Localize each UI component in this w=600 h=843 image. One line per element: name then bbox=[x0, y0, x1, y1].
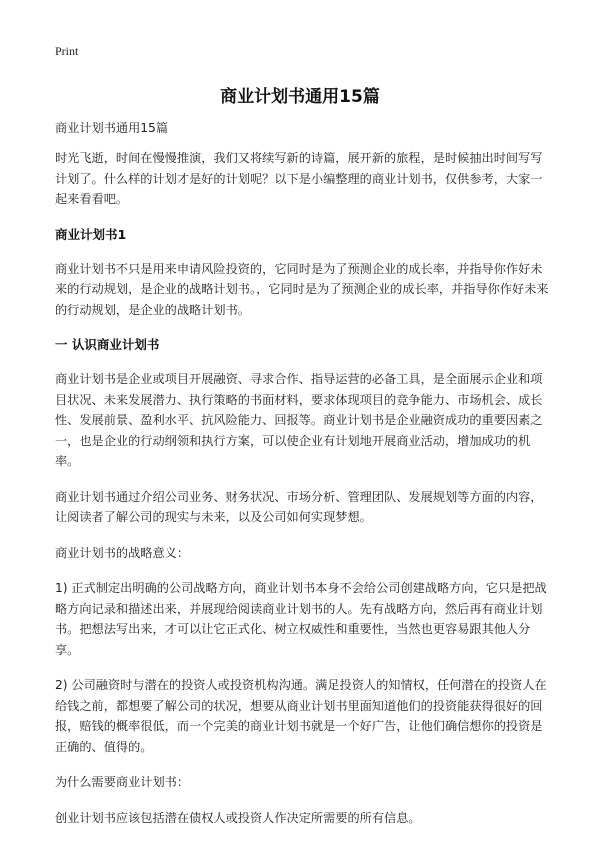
strategic-significance-label: 商业计划书的战略意义： bbox=[55, 545, 190, 560]
part-heading: 一 认识商业计划书 bbox=[55, 337, 160, 352]
document-subtitle: 商业计划书通用15篇 bbox=[55, 121, 169, 135]
document-title: 商业计划书通用15篇 bbox=[220, 87, 380, 107]
document-body bbox=[55, 118, 550, 843]
why-needed-paragraph: 创业计划书应该包括潜在债权人或投资人作决定所需要的所有信息。 bbox=[55, 810, 421, 825]
print-label: Print bbox=[55, 44, 79, 58]
point-2-paragraph: 2) 公司融资时与潜在的投资人或投资机构沟通。满足投资人的知情权，任何潜在的投资人在给钱之前，都想要了解公司的状况，想要从商业计划书里面知道他们的投资能获得很好的回报，赔钱的概率很低，而一个完美的商业计划书就是一个好广告，让他们确信想你的投资是正确的、值得的。 bbox=[55, 678, 547, 754]
section-heading: 商业计划书1 bbox=[55, 226, 127, 242]
point-1-paragraph: 1) 正式制定出明确的公司战略方向，商业计划书本身不会给公司创建战略方向，它只是把战略方向记录和描述出来，并展现给阅读商业计划书的人。先有战略方向，然后再有商业计划书。把想法写出来，才可以让它正式化、树立权威性和重要性，当然也更容易跟其他人分享。 bbox=[55, 581, 547, 657]
intro-paragraph: 时光飞逝，时间在慢慢推演，我们又将续写新的诗篇，展开新的旅程，是时候抽出时间写写计划了。什么样的计划才是好的计划呢？以下是小编整理的商业计划书，仅供参考，大家一起来看看吧。 bbox=[55, 151, 543, 206]
part1-paragraph-2: 商业计划书通过介绍公司业务、财务状况、市场分析、管理团队、发展规划等方面的内容，让阅读者了解公司的现实与未来，以及公司如何实现梦想。 bbox=[55, 489, 543, 524]
section1-paragraph: 商业计划书不只是用来申请风险投资的，它同时是为了预测企业的成长率，并指导你作好未来的行动规划，是企业的战略计划书。，它同时是为了预测企业的成长率，并指导你作好未来的行动规划，是企业的战略计划书。 bbox=[55, 261, 549, 317]
part1-paragraph-1: 商业计划书是企业或项目开展融资、寻求合作、指导运营的必备工具，是全面展示企业和项目状况、未来发展潜力、执行策略的书面材料，要求体现项目的竞争能力、市场机会、成长性、发展前景、盈利水平、抗风险能力、回报等。商业计划书是企业融资成功的重要因素之一，也是企业的行动纲领和执行方案，可以使企业有计划地开展商业活动，增加成功的机率。 bbox=[55, 372, 543, 468]
why-needed-label: 为什么需要商业计划书： bbox=[55, 775, 190, 789]
